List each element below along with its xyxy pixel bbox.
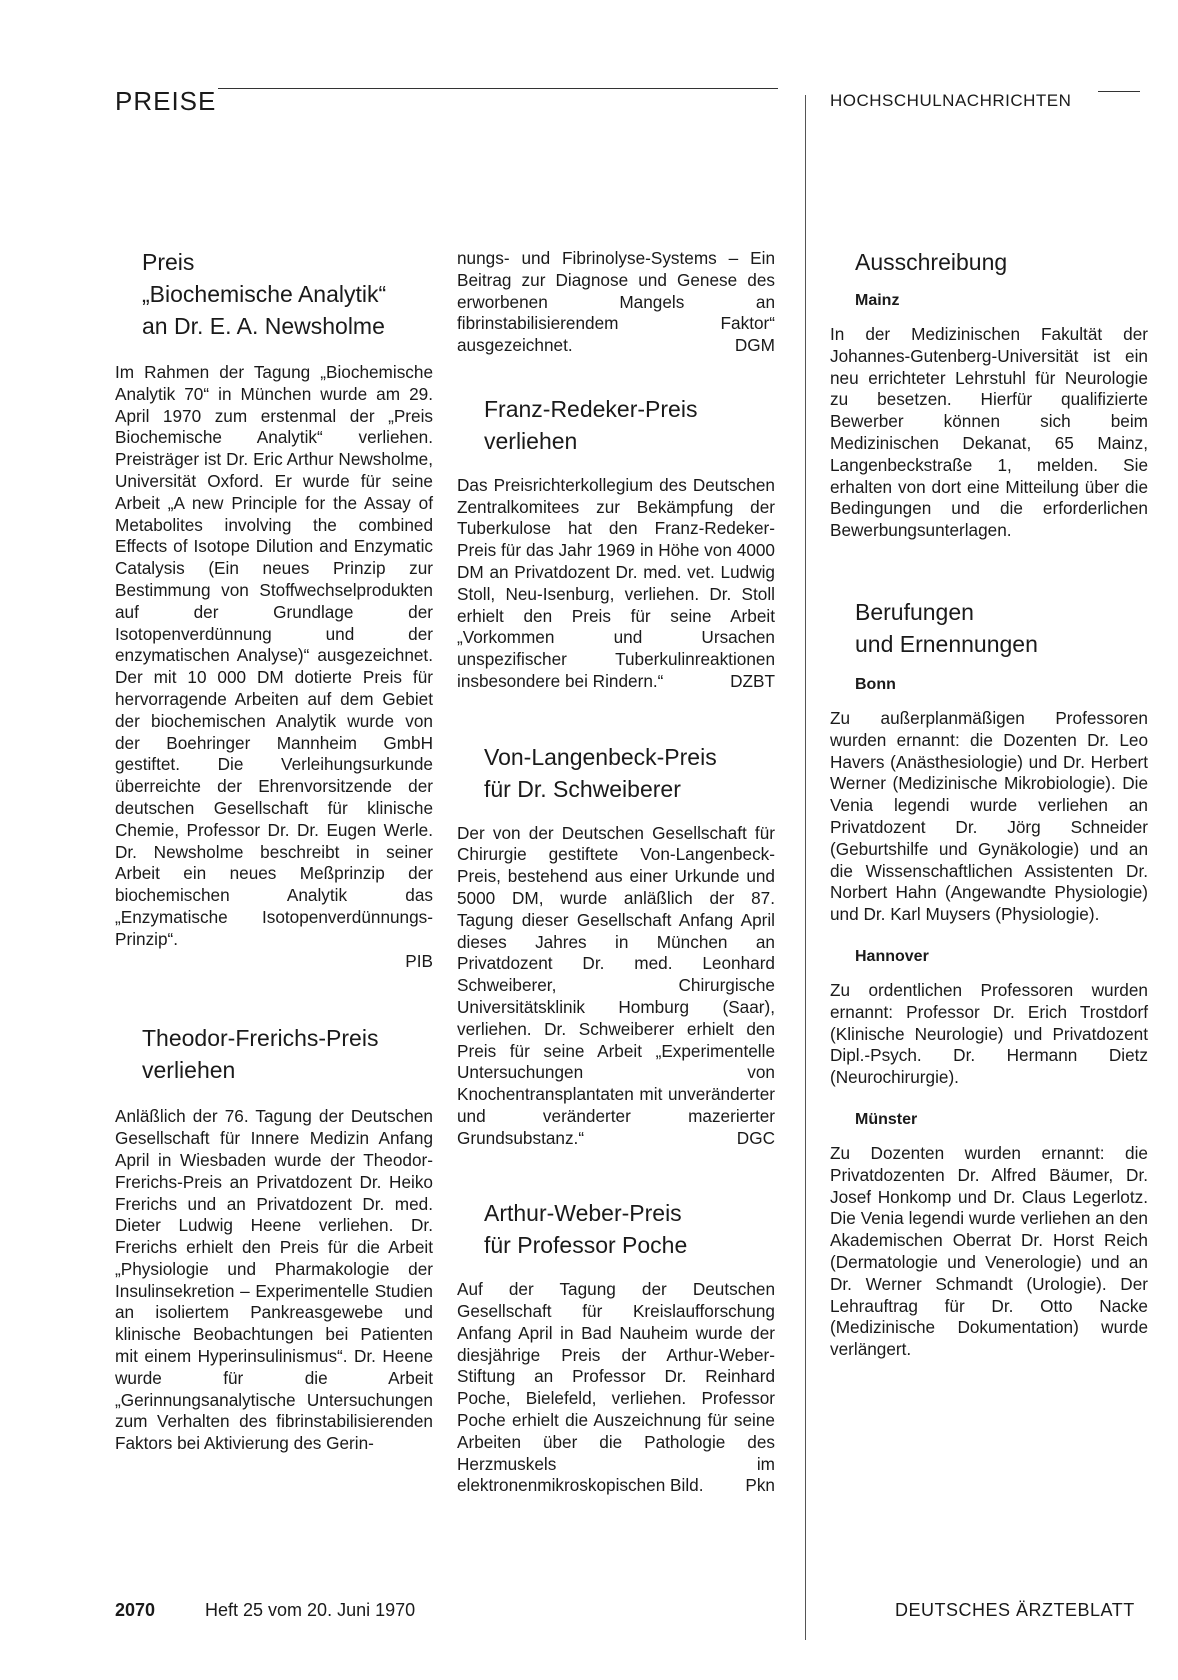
article-body: Das Preisrichterkollegium des Deutschen Zentralkomitees zur Bekämpfung der Tuberkulose hat den Franz-Redeker-Preis für das Jahr 1969 in Höhe von 4000 DM an Privatdozent Dr. med. vet. Ludwig Stoll, Neu-Isenburg, verliehen. Dr. Stoll erhielt den Preis für seine Arbeit „Vorkommen und Ursachen unspezifischer Tuberkulinreaktionen insbesondere bei Rindern.“	[457, 474, 775, 691]
city-heading: Bonn	[855, 675, 896, 693]
article-signature: Pkn	[745, 1475, 775, 1496]
column-1	[115, 246, 433, 1455]
article-signature: PIB	[405, 950, 433, 971]
article-title: Ausschreibung	[855, 249, 1008, 275]
page-number: 2070	[115, 1600, 156, 1620]
article-signature: DZBT	[730, 670, 775, 691]
article-title: Von-Langenbeck-Preis für Dr. Schweiberer	[484, 743, 717, 802]
article-body: Der von der Deutschen Gesellschaft für Chirurgie gestiftete Von-Langenbeck-Preis, bestehend aus einer Urkunde und 5000 DM, wurde anläßlich der 87. Tagung dieser Gesellschaft Anfang April dieses Jahres in München an Privatdozent Dr. med. Leonhard Schweiberer, Chirurgische Universitätsklinik Homburg (Saar), verliehen. Dr. Schweiberer erhielt den Preis für seine Arbeit „Experimentelle Untersuchungen von Knochentransplantaten mit unveränderter und veränderter mazerierter Grundsubstanz.“	[457, 822, 775, 1148]
article-title: Preis „Biochemische Analytik“ an Dr. E. A. Newsholme	[142, 249, 387, 339]
article-title: Berufungen und Ernennungen	[855, 598, 1038, 657]
article-body: Zu außerplanmäßigen Professoren wurden ernannt: die Dozenten Dr. Leo Havers (Anästhesiologie) und Dr. Herbert Werner (Medizinische Mikrobiologie). Die Venia legendi wurde verliehen an Privatdozent Dr. Jörg Schneider (Geburtshilfe und Gynäkologie) und an die Wissenschaftlichen Assistenten Dr. Norbert Hahn (Angewandte Physiologie) und Dr. Karl Muysers (Physiologie).	[830, 707, 1148, 925]
article-body: In der Medizinischen Fakultät der Johannes-Gutenberg-Universität ist ein neu errichteter Lehrstuhl für Neurologie zu besetzen. Hierfür qualifizierte Bewerber können sich beim Medizinischen Dekanat, 65 Mainz, Langenbeckstraße 1, melden. Sie erhalten von dort eine Mitteilung über die Bedingungen und die erforderlichen Bewerbungsunterlagen.	[830, 324, 1148, 541]
article-body: Auf der Tagung der Deutschen Gesellschaft für Kreislaufforschung Anfang April in Bad Nauheim wurde der diesjährige Preis der Arthur-Weber-Stiftung an Professor Dr. Reinhard Poche, Bielefeld, verliehen. Professor Poche erhielt die Auszeichnung für seine Arbeiten über die Pathologie des Herzmuskels im elektronenmikroskopischen Bild.	[457, 1279, 775, 1496]
article-body: Zu Dozenten wurden ernannt: die Privatdozenten Dr. Alfred Bäumer, Dr. Josef Honkomp und Dr. Claus Legerlotz. Die Venia legendi wurde verliehen an den Akademischen Oberrat Dr. Horst Reich (Dermatologie und Venerologie) und an Dr. Werner Schmandt (Urologie). Der Lehrauftrag für Dr. Otto Nacke (Medizinische Dokumentation) wurde verlängert.	[830, 1142, 1148, 1360]
journal-name: DEUTSCHES ÄRZTEBLATT	[895, 1600, 1135, 1620]
article-signature: DGM	[734, 334, 775, 355]
article-title: Arthur-Weber-Preis für Professor Poche	[484, 1200, 688, 1259]
header-rule-left	[218, 88, 778, 89]
column-3	[830, 246, 1148, 1361]
article-title: Theodor-Frerichs-Preis verliehen	[142, 1025, 379, 1084]
article-signature: DGC	[736, 1127, 775, 1148]
header-rule-right	[1098, 91, 1140, 92]
issue-info: Heft 25 vom 20. Juni 1970	[205, 1600, 416, 1620]
column-2	[457, 248, 775, 1497]
section-title-hochschulnachrichten: HOCHSCHULNACHRICHTEN	[830, 91, 1072, 110]
article-body: Anläßlich der 76. Tagung der Deutschen Gesellschaft für Innere Medizin Anfang April in Wiesbaden wurde der Theodor-Frerichs-Preis an Privatdozent Dr. Heiko Frerichs und an Privatdozent Dr. med. Dieter Ludwig Heene verliehen. Dr. Frerichs erhielt den Preis für die Arbeit „Physiologie und Pharmakologie der Insulinsekretion – Experimentelle Studien an isoliertem Pankreasgewebe und klinische Beobachtungen bei Patienten mit einem Hyperinsulinismus“. Dr. Heene wurde für die Arbeit „Gerinnungsanalytische Untersuchungen zum Verhalten des fibrinstabilisierenden Faktors bei Aktivierung des Gerin-	[115, 1106, 433, 1454]
article-title: Franz-Redeker-Preis verliehen	[484, 395, 698, 454]
article-body-continued: nungs- und Fibrinolyse-Systems – Ein Beitrag zur Diagnose und Genese des erworbenen Mangels an fibrinstabilisierendem Faktor“ ausgezeichnet.	[457, 248, 775, 356]
city-heading: Münster	[855, 1110, 918, 1128]
article-body: Zu ordentlichen Professoren wurden ernannt: Professor Dr. Erich Trostdorf (Klinische Neurologie) und Privatdozent Dipl.-Psych. Dr. Hermann Dietz (Neurochirurgie).	[830, 979, 1148, 1088]
column-divider	[805, 95, 806, 1640]
city-heading: Mainz	[855, 292, 900, 309]
section-title-preise: PREISE	[115, 86, 217, 116]
city-heading: Hannover	[855, 947, 929, 965]
article-body: Im Rahmen der Tagung „Biochemische Analytik 70“ in München wurde am 29. April 1970 zum erstenmal der „Preis Biochemische Analytik“ verliehen. Preisträger ist Dr. Eric Arthur Newsholme, Universität Oxford. Er wurde für seine Arbeit „A new Principle for the Assay of Metabolites involving the combined Effects of Isotope Dilution and Enzymatic Catalysis (Ein neues Prinzip zur Bestimmung von Stoffwechselprodukten auf der Grundlage der Isotopenverdünnung und der enzymatischen Analyse)“ ausgezeichnet. Der mit 10 000 DM dotierte Preis für hervorragende Arbeiten auf dem Gebiet der biochemischen Analytik wurde von der Boehringer Mannheim GmbH gestiftet. Die Verleihungsurkunde überreichte der Ehrenvorsitzende der deutschen Gesellschaft für klinische Chemie, Professor Dr. Dr. Eugen Werle. Dr. Newsholme beschreibt in seiner Arbeit ein neues Meßprinzip der biochemischen Analytik das „Enzymatische Isotopenverdünnungs-Prinzip“.	[115, 362, 433, 949]
